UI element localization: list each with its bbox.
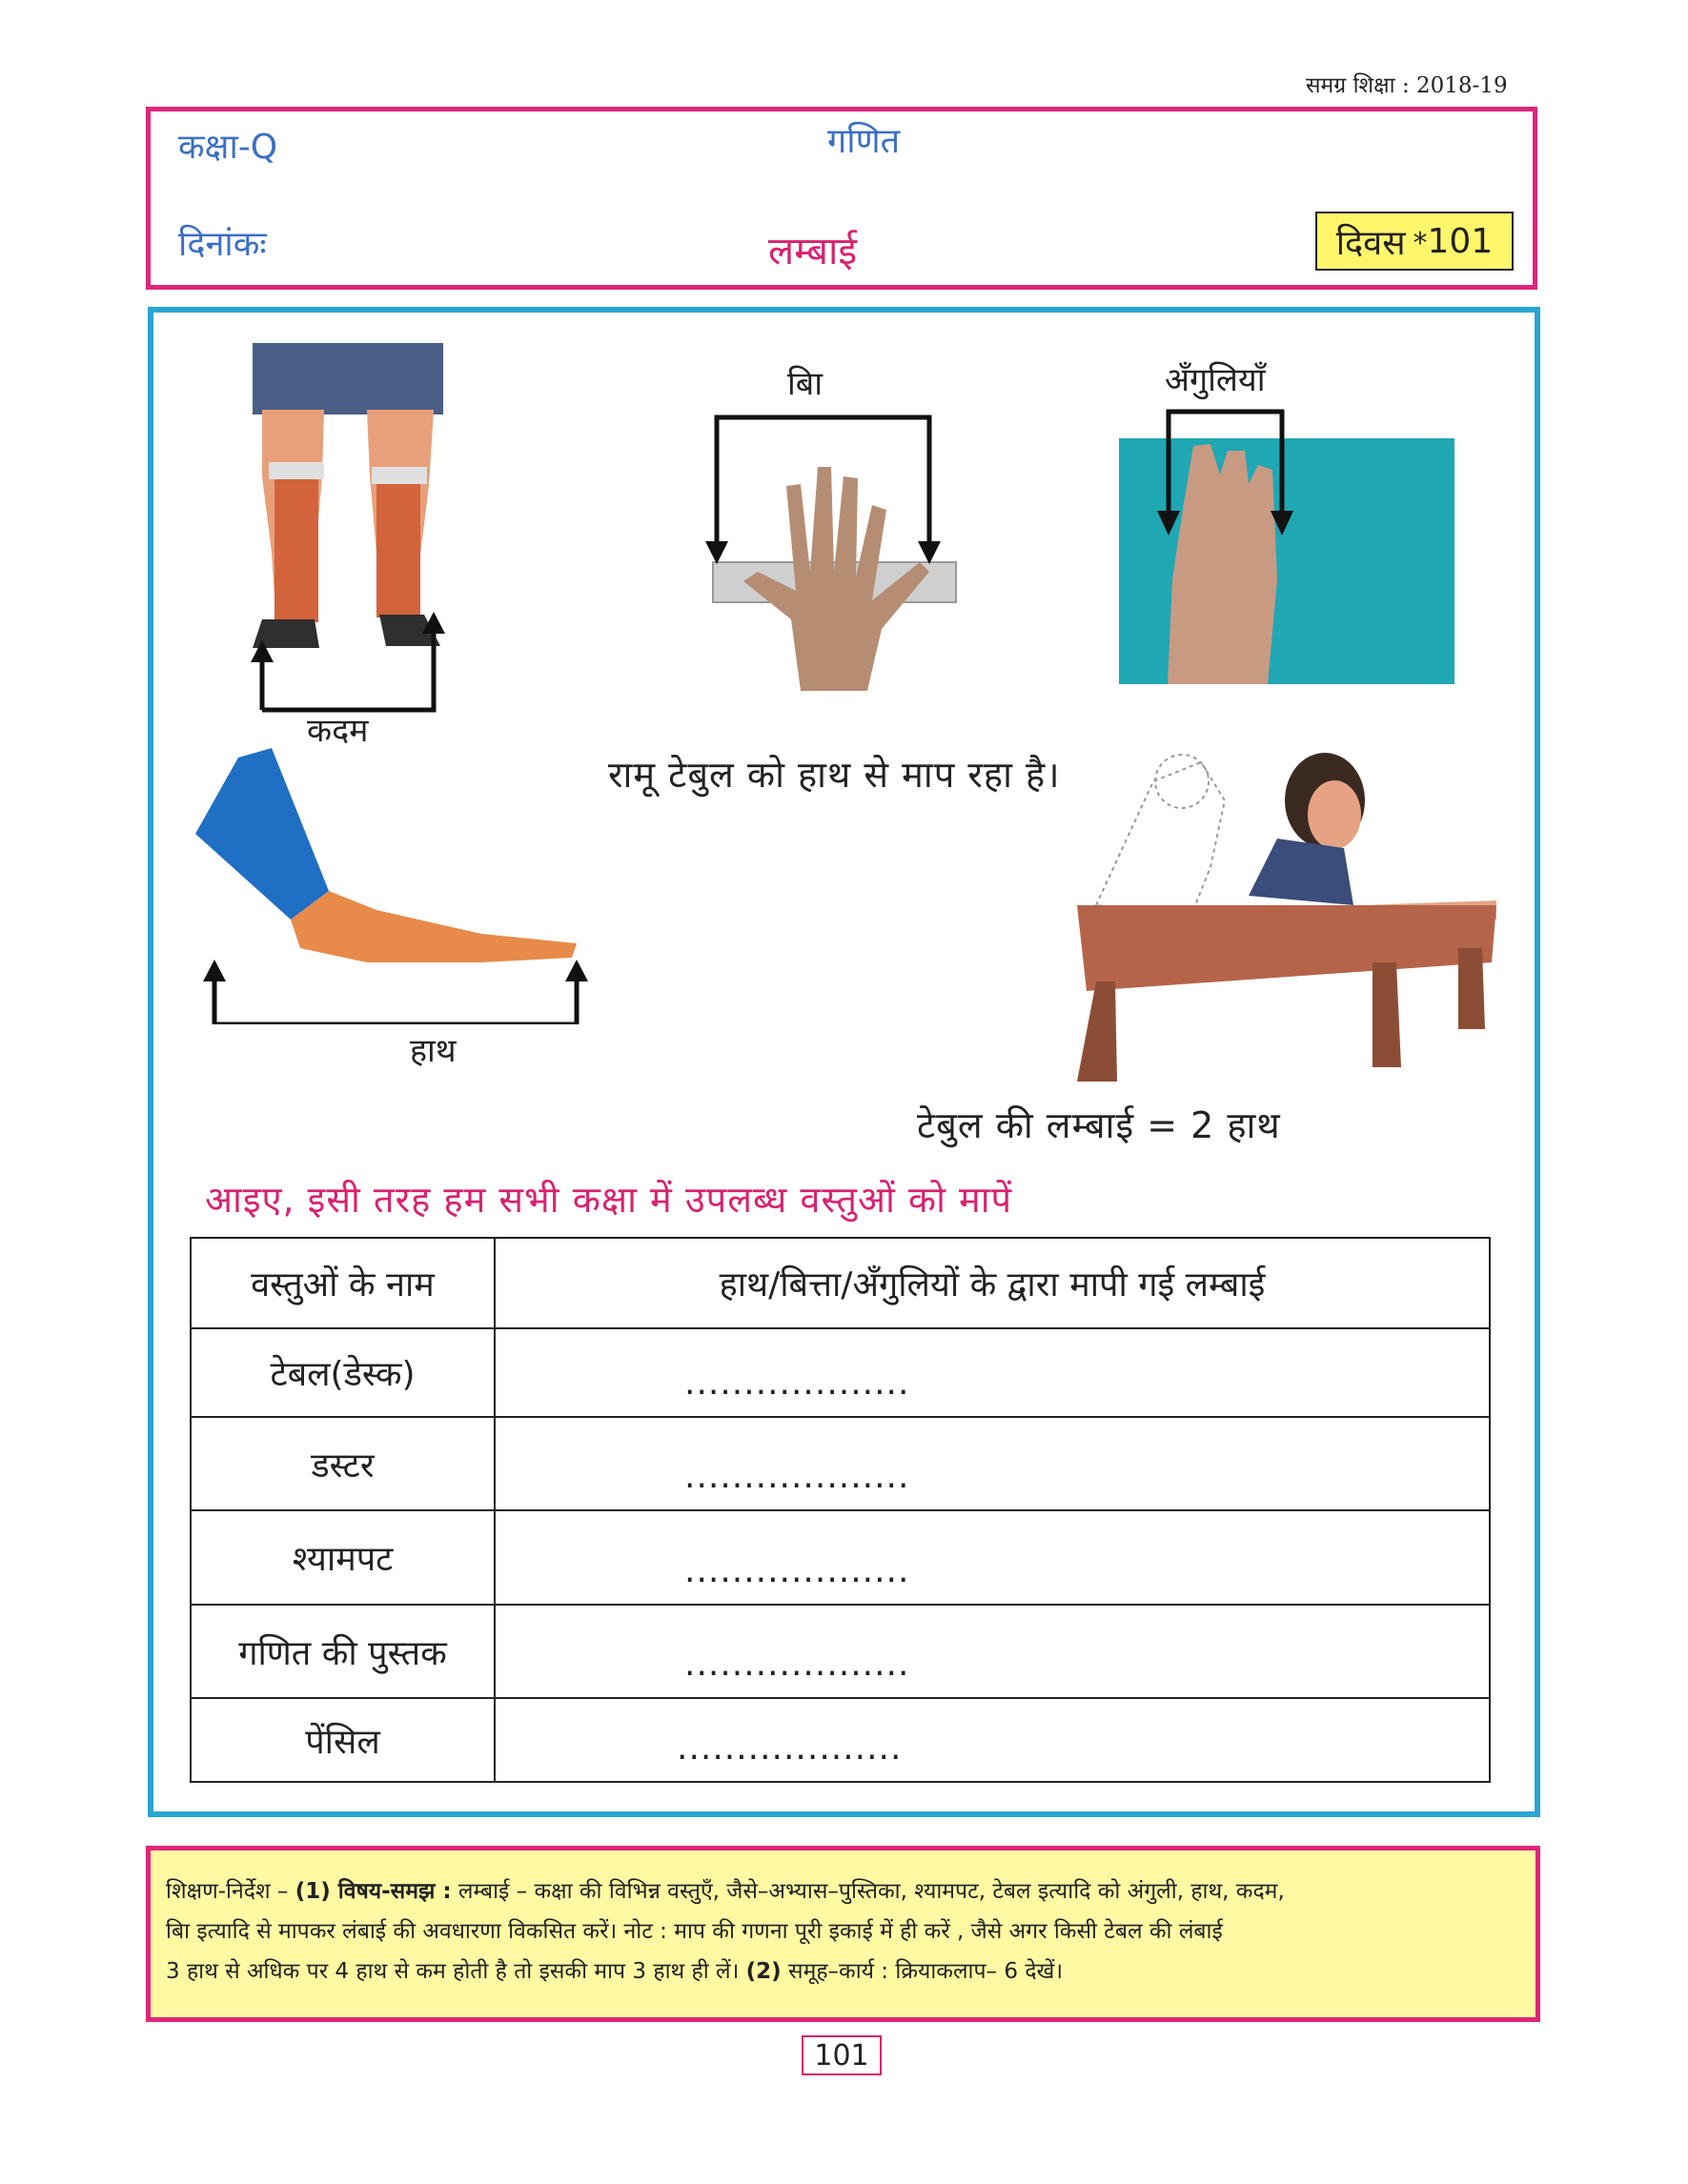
girl-dress-shape: [1249, 839, 1353, 905]
table-length-result: टेबुल की लम्बाई = 2 हाथ: [917, 1104, 1281, 1146]
measurement-blank[interactable]: ...................: [495, 1605, 1490, 1698]
right-sock-band: [372, 467, 427, 484]
header-object-name: वस्तुओं के नाम: [191, 1238, 495, 1328]
forearm-shape: [291, 891, 577, 962]
activity-prompt: आइए, इसी तरह हम सभी कक्षा में उपलब्ध वस्तुओं को मापें: [205, 1179, 1013, 1221]
table-row: [191, 1510, 1490, 1605]
note-topic-heading: (1) विषय-समझ :: [295, 1879, 452, 1904]
note-line-2: बिा इत्यादि से मापकर लंबाई की अवधारणा विकसित करें। नोट : माप की गणना पूरी इकाई में ही करें , जैसे अगर किसी टेबल की लंबाई: [166, 1919, 1223, 1944]
page-number: 101: [802, 2035, 882, 2075]
ghost-figure-outline: [1096, 762, 1225, 915]
left-sock-band: [269, 462, 324, 479]
hand-label: हाथ: [410, 1032, 457, 1070]
object-name-cell: गणित की पुस्तक: [191, 1605, 495, 1698]
step-label: कदम: [307, 712, 369, 750]
right-sock: [376, 484, 420, 617]
object-name-cell: टेबल(डेस्क): [191, 1328, 495, 1417]
note-line-3-end: समूह–कार्य : क्रियाकलाप– 6 देखें।: [788, 1959, 1064, 1984]
note-line-1-text: लम्बाई – कक्षा की विभिन्न वस्तुएँ, जैसे–अभ्यास–पुस्तिका, श्यामपट, टेबल इत्यादि को अंगुली, हाथ, कदम,: [458, 1879, 1285, 1904]
table-measuring-illustration: [1058, 743, 1506, 1086]
hand-span-illustration: [705, 410, 963, 691]
measurement-blank[interactable]: ...................: [495, 1698, 1490, 1782]
sleeve-shape: [195, 748, 329, 920]
day-number: 101: [1427, 221, 1494, 261]
hand-arrow-bracket: [214, 977, 577, 1024]
table-row: [191, 1417, 1490, 1510]
fingers-illustration: [1115, 408, 1458, 686]
note-line-1: [166, 1871, 1513, 1911]
hand-arrow-heads: [203, 960, 588, 981]
measurement-table: [190, 1237, 1491, 1783]
teaching-note: [146, 1846, 1540, 2022]
date-label: दिनांकः: [178, 225, 267, 264]
day-star: *: [1413, 226, 1428, 260]
arm-hand-illustration: [195, 748, 596, 1024]
header-measured-length: हाथ/बित्ता/अँगुलियों के द्वारा मापी गई लम्बाई: [495, 1238, 1490, 1328]
series-tagline: समग्र शिक्षा : 2018-19: [1306, 73, 1508, 98]
measurement-blank[interactable]: ...................: [495, 1510, 1490, 1605]
note-prefix: शिक्षण-निर्देश –: [166, 1879, 289, 1904]
object-name-cell: डस्टर: [191, 1417, 495, 1510]
table-row: [191, 1605, 1490, 1698]
day-badge: [1315, 212, 1514, 271]
measurement-blank[interactable]: ...................: [495, 1328, 1490, 1417]
object-name-cell: श्यामपट: [191, 1510, 495, 1605]
measurement-blank[interactable]: ...................: [495, 1417, 1490, 1510]
left-sock: [275, 479, 318, 622]
ghost-figure-head: [1155, 755, 1209, 808]
spread-hand-shape: [743, 467, 929, 691]
table-row: [191, 1698, 1490, 1782]
legs-step-illustration: [219, 343, 467, 719]
table-header-row: [191, 1238, 1490, 1328]
shorts-shape: [253, 343, 443, 415]
note-line-3: [166, 1951, 1513, 1992]
note-group-heading: (2): [745, 1959, 782, 1984]
fingers-label: अँगुलियाँ: [1165, 361, 1266, 399]
table-row: [191, 1328, 1490, 1417]
day-label: दिवस: [1335, 223, 1406, 263]
girl-face-shape: [1308, 780, 1361, 849]
page-title: लम्बाई: [768, 230, 857, 273]
table-top-shape: [1077, 905, 1496, 991]
note-line-3-text: 3 हाथ से अधिक पर 4 हाथ से कम होती है तो इसकी माप 3 हाथ ही लें।: [166, 1959, 740, 1984]
object-name-cell: पेंसिल: [191, 1698, 495, 1782]
span-label: बिा: [787, 365, 824, 403]
class-label: कक्षा-Q: [178, 128, 278, 167]
subject-label: गणित: [827, 122, 901, 161]
measuring-sentence: रामू टेबुल को हाथ से माप रहा है।: [608, 754, 1061, 796]
